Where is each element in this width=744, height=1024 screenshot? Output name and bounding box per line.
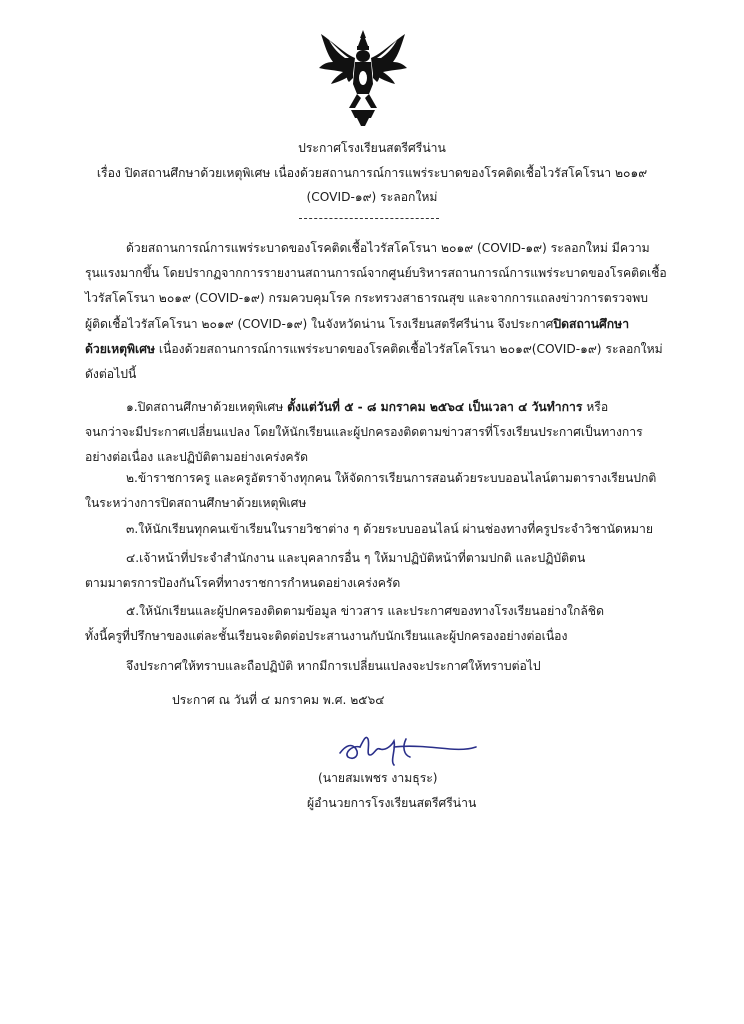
item-5-line-1: ๕.ให้นักเรียนและผู้ปกครองติดตามข้อมูล ข่าวสาร และประกาศของทางโรงเรียนอย่างใกล้ชิด [126, 604, 604, 618]
subject-line-1: เรื่อง ปิดสถานศึกษาด้วยเหตุพิเศษ เนื่องด้วยสถานการณ์การแพร่ระบาดของโรคติดเชื้อไวรัสโคโรนา ๒๐๑๙ [96, 166, 648, 180]
intro-text: เนื่องด้วยสถานการณ์การแพร่ระบาดของโรคติดเชื้อไวรัสโคโรนา ๒๐๑๙(COVID-๑๙) ระลอกใหม่ [154, 342, 663, 356]
item-2-line-2: ในระหว่างการปิดสถานศึกษาด้วยเหตุพิเศษ [85, 496, 307, 510]
title-separator [299, 218, 439, 219]
intro-line-6: ดังต่อไปนี้ [85, 367, 137, 381]
intro-emphasis: ปิดสถานศึกษา [553, 317, 630, 331]
subject-line-2: (COVID-๑๙) ระลอกใหม่ [306, 190, 438, 204]
item-1-text-end: หรือ [582, 400, 609, 414]
intro-line-3: ไวรัสโคโรนา ๒๐๑๙ (COVID-๑๙) กรมควบคุมโรค กระทรวงสาธารณสุข และจากการแถลงข่าวการตรวจพบ [85, 291, 649, 305]
signature-icon [330, 725, 480, 770]
intro-emphasis: ด้วยเหตุพิเศษ [85, 342, 155, 356]
announcement-title: ประกาศโรงเรียนสตรีศรีน่าน [298, 141, 446, 155]
item-1-line-3: อย่างต่อเนื่อง และปฏิบัติตามอย่างเคร่งครัด [85, 450, 309, 464]
item-1-text: ๑.ปิดสถานศึกษาด้วยเหตุพิเศษ [126, 400, 288, 414]
closing-statement: จึงประกาศให้ทราบและถือปฏิบัติ หากมีการเปลี่ยนแปลงจะประกาศให้ทราบต่อไป [126, 659, 541, 673]
item-1-line-2: จนกว่าจะมีประกาศเปลี่ยนแปลง โดยให้นักเรียนและผู้ปกครองติดตามข่าวสารที่โรงเรียนประกาศเป็นทางการ [85, 425, 643, 439]
intro-line-5 [85, 341, 663, 357]
item-4-line-1: ๔.เจ้าหน้าที่ประจำสำนักงาน และบุคลากรอื่น ๆ ให้มาปฏิบัติหน้าที่ตามปกติ และปฏิบัติตน [126, 551, 586, 565]
item-3-line-1: ๓.ให้นักเรียนทุกคนเข้าเรียนในรายวิชาต่าง ๆ ด้วยระบบออนไลน์ ผ่านช่องทางที่ครูประจำวิชานัดหมาย [126, 522, 654, 536]
garuda-emblem-icon [315, 28, 411, 128]
intro-line-2: รุนแรงมากขึ้น โดยปรากฏจากการรายงานสถานการณ์จากศูนย์บริหารสถานการณ์การแพร่ระบาดของโรคติดเชื้อ [85, 266, 667, 280]
item-1-line-1 [126, 399, 608, 415]
intro-text: ผู้ติดเชื้อไวรัสโคโรนา ๒๐๑๙ (COVID-๑๙) ในจังหวัดน่าน โรงเรียนสตรีศรีน่าน จึงประกาศ [85, 317, 554, 331]
item-5-line-2: ทั้งนี้ครูที่ปรึกษาของแต่ละชั้นเรียนจะติดต่อประสานงานกับนักเรียนและผู้ปกครองอย่างต่อเนื่อง [85, 629, 568, 643]
item-1-emphasis: ตั้งแต่วันที่ ๕ - ๘ มกราคม ๒๕๖๔ เป็นเวลา ๔ วันทำการ [287, 400, 583, 414]
intro-line-4 [85, 316, 629, 332]
announcement-date: ประกาศ ณ วันที่ ๔ มกราคม พ.ศ. ๒๕๖๔ [172, 693, 385, 707]
signer-name: (นายสมเพชร งามธุระ) [318, 771, 438, 785]
intro-line-1: ด้วยสถานการณ์การแพร่ระบาดของโรคติดเชื้อไวรัสโคโรนา ๒๐๑๙ (COVID-๑๙) ระลอกใหม่ มีความ [126, 241, 650, 255]
item-4-line-2: ตามมาตรการป้องกันโรคที่ทางราชการกำหนดอย่างเคร่งครัด [85, 576, 401, 590]
signer-title: ผู้อำนวยการโรงเรียนสตรีศรีน่าน [307, 796, 477, 810]
item-2-line-1: ๒.ข้าราชการครู และครูอัตราจ้างทุกคน ให้จัดการเรียนการสอนด้วยระบบออนไลน์ตามตารางเรียนปกติ [126, 471, 657, 485]
